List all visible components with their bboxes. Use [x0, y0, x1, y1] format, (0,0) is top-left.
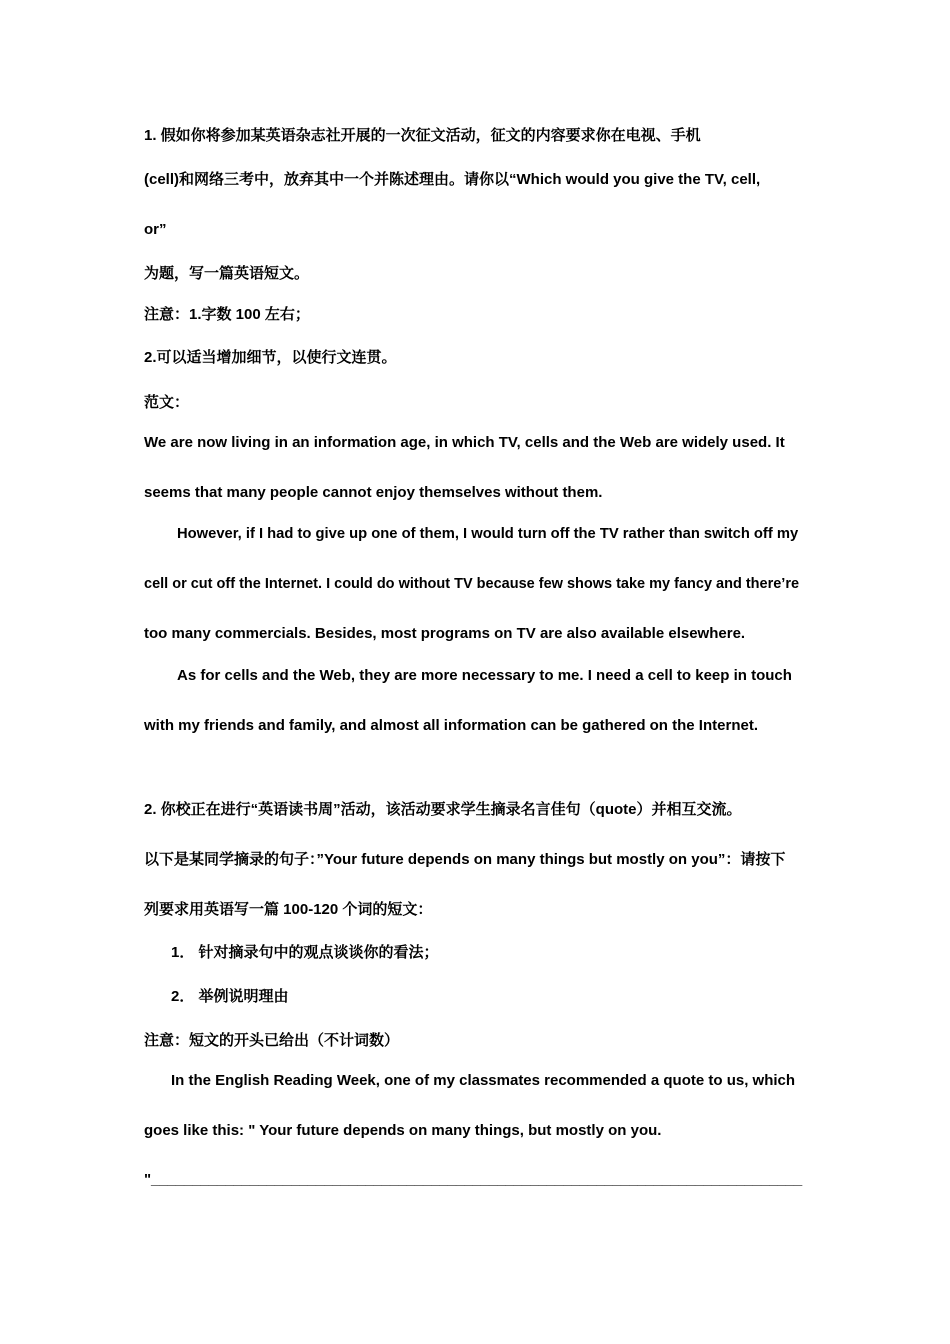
essay1-p2-line-3: too many commercials. Besides, most programs on TV are also available elsewhere. [144, 625, 746, 642]
q2-answer-blank-line: "_______________________________________________________________________________ [144, 1171, 803, 1188]
essay1-p2-line-1: However, if I had to give up one of them, I would turn off the TV rather than switch off my [177, 526, 799, 542]
q2-requirement-1: 1． 针对摘录句中的观点谈谈你的看法； [171, 944, 439, 961]
q2-prompt-line-1: 2. 你校正在进行“英语读书周”活动，该活动要求学生摘录名言佳句（quote）并相互交流。 [144, 801, 742, 818]
q1-prompt-line-4: 为题，写一篇英语短文。 [144, 265, 310, 282]
essay1-p3-line-1: As for cells and the Web, they are more necessary to me. I need a cell to keep in touch [177, 667, 792, 684]
q1-note-details: 2.可以适当增加细节，以使行文连贯。 [144, 349, 397, 366]
q2-opening-line-1: In the English Reading Week, one of my classmates recommended a quote to us, which [171, 1072, 796, 1089]
essay1-p2-line-2: cell or cut off the Internet. I could do without TV because few shows take my fancy and there’re [144, 576, 800, 592]
q1-prompt-line-2: (cell)和网络三考中，放弃其中一个并陈述理由。请你以“Which would you give the TV, cell, [144, 171, 761, 188]
q2-requirement-2: 2． 举例说明理由 [171, 988, 289, 1005]
essay1-p3-line-2: with my friends and family, and almost all information can be gathered on the Internet. [144, 717, 758, 734]
q2-prompt-line-3: 列要求用英语写一篇 100-120 个词的短文： [144, 901, 433, 918]
q2-opening-line-2: goes like this: " Your future depends on many things, but mostly on you. [144, 1122, 662, 1139]
q1-note-word-count: 注意：1.字数 100 左右； [144, 306, 310, 323]
essay1-p1-line-2: seems that many people cannot enjoy themselves without them. [144, 484, 603, 501]
q1-sample-label: 范文： [144, 394, 190, 411]
q2-prompt-line-2: 以下是某同学摘录的句子：”Your future depends on many things but mostly on you”：请按下 [144, 851, 786, 868]
essay1-p1-line-1: We are now living in an information age, in which TV, cells and the Web are widely used. It [144, 434, 785, 451]
q2-note: 注意：短文的开头已给出（不计词数） [144, 1032, 400, 1049]
q1-prompt-line-3: or” [144, 221, 167, 238]
q1-prompt-line-1: 1. 假如你将参加某英语杂志社开展的一次征文活动，征文的内容要求你在电视、手机 [144, 127, 701, 144]
